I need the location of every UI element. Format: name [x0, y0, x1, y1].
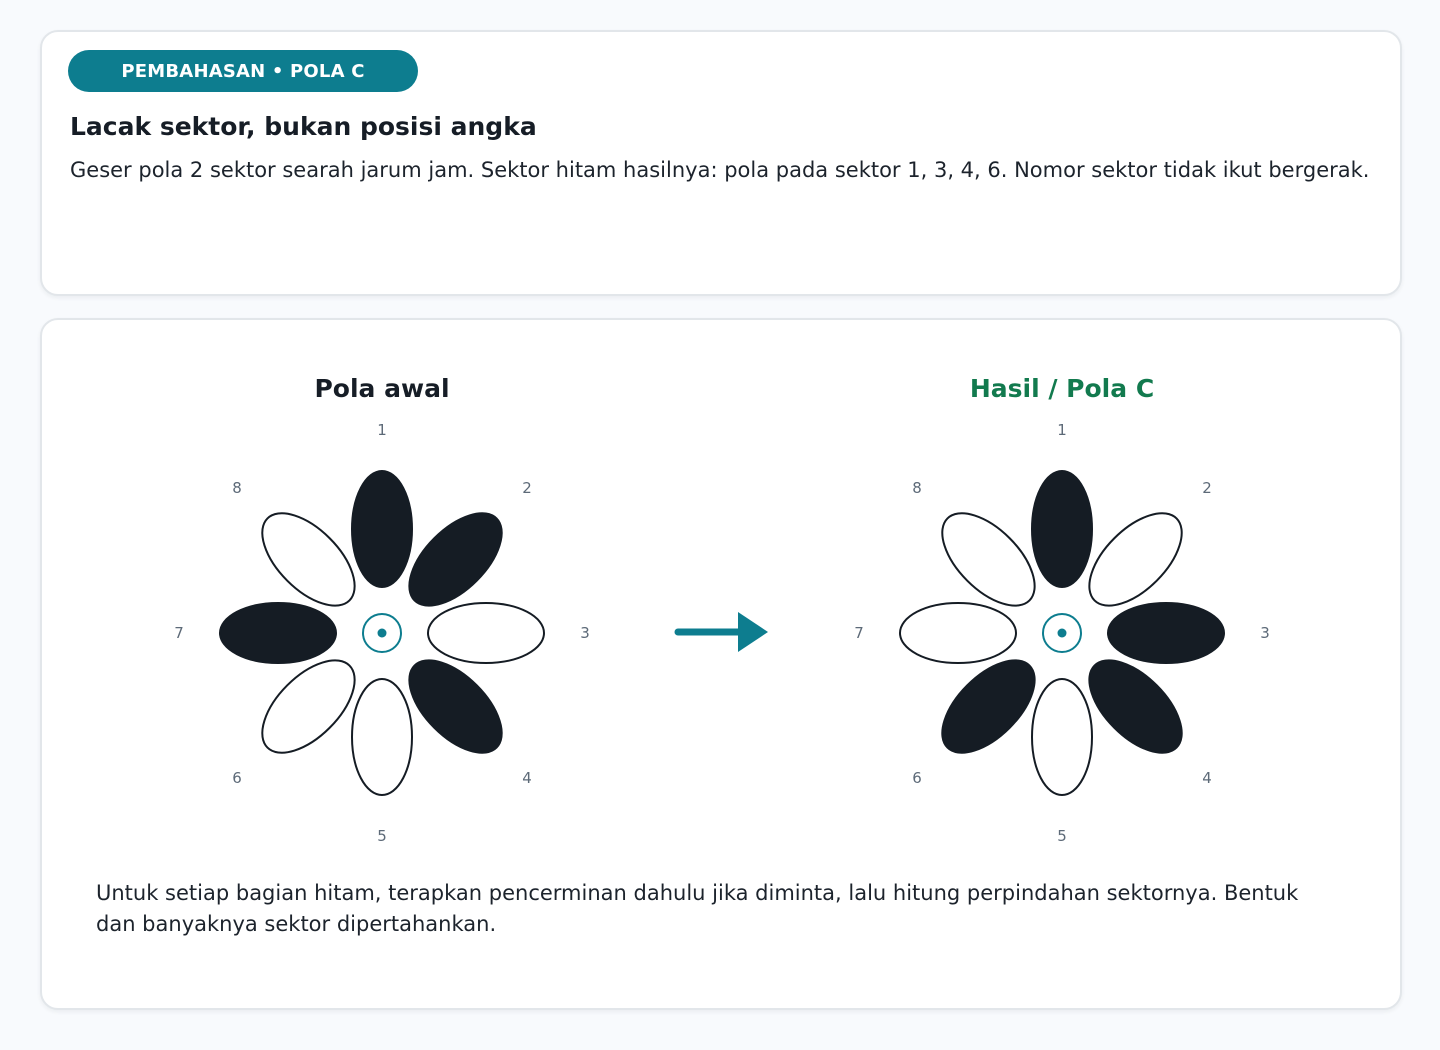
panel-title: Hasil / Pola C [969, 374, 1155, 403]
panel-result-pattern [854, 374, 1270, 845]
sector-number-2: 2 [522, 479, 532, 497]
diagram-card [40, 318, 1402, 1010]
sector-number-8: 8 [232, 479, 242, 497]
sector-number-7: 7 [174, 624, 184, 642]
dot-circle-icon [363, 614, 401, 652]
panel-initial-pattern [174, 374, 590, 845]
sector-number-2: 2 [1202, 479, 1212, 497]
petal-sector-1 [352, 471, 412, 587]
sector-number-3: 3 [1260, 624, 1270, 642]
panel-title: Pola awal [314, 374, 450, 403]
petal-sector-1 [1032, 471, 1092, 587]
dot-circle-icon [1043, 614, 1081, 652]
sector-number-1: 1 [1057, 421, 1067, 439]
explanation-text: Geser pola 2 sektor searah jarum jam. Sektor hitam hasilnya: pola pada sektor 1, 3, 4, 6. Nomor sektor tidak ikut bergerak. [70, 158, 1370, 182]
sector-number-3: 3 [580, 624, 590, 642]
sector-number-4: 4 [522, 769, 532, 787]
sector-number-4: 4 [1202, 769, 1212, 787]
right-arrow-icon [678, 612, 768, 652]
sector-number-5: 5 [377, 827, 387, 845]
petal-sector-3 [1108, 603, 1224, 663]
sector-number-8: 8 [912, 479, 922, 497]
explanation-note: Untuk setiap bagian hitam, terapkan pencerminan dahulu jika diminta, lalu hitung perpindahan sektornya. Bentuk dan banyaknya sektor dipertahankan. [96, 881, 1299, 936]
sector-number-6: 6 [232, 769, 242, 787]
explanation-title: Lacak sektor, bukan posisi angka [70, 112, 537, 141]
sector-number-7: 7 [854, 624, 864, 642]
section-badge: PEMBAHASAN • POLA C [68, 50, 418, 92]
petal-sector-5 [1032, 679, 1092, 795]
petal-sector-7 [220, 603, 336, 663]
sector-number-1: 1 [377, 421, 387, 439]
explanation-card [40, 30, 1402, 296]
petal-sector-5 [352, 679, 412, 795]
sector-number-5: 5 [1057, 827, 1067, 845]
petal-sector-7 [900, 603, 1016, 663]
petal-sector-3 [428, 603, 544, 663]
sector-number-6: 6 [912, 769, 922, 787]
